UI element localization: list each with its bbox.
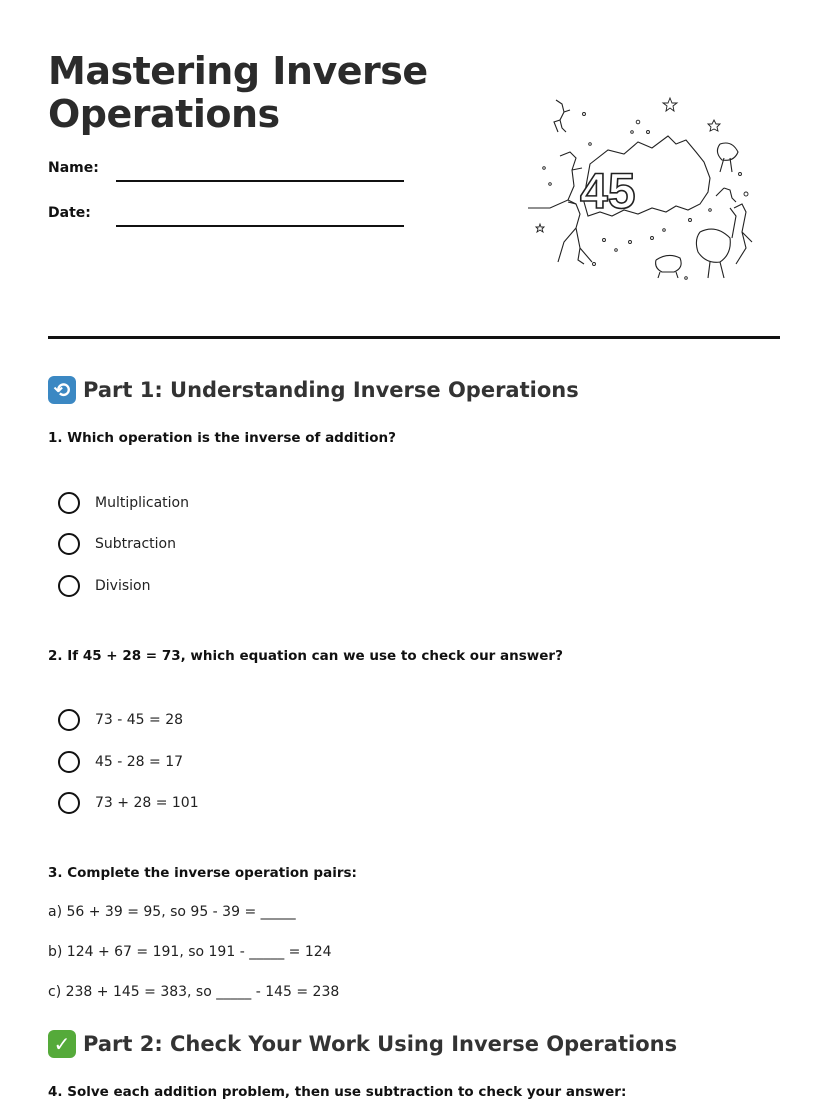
option-label: Division [95, 578, 151, 594]
check-mark-icon: ✓ [48, 1030, 76, 1058]
question-2: 2. If 45 + 28 = 73, which equation can we use to check our answer? [48, 648, 563, 664]
option-label: Subtraction [95, 536, 176, 552]
radio-button[interactable] [58, 533, 80, 555]
radio-button[interactable] [58, 575, 80, 597]
radio-button[interactable] [58, 792, 80, 814]
option-label: 73 + 28 = 101 [95, 795, 199, 811]
date-field-row [48, 205, 404, 221]
option-label: Multiplication [95, 495, 189, 511]
q1-option-3[interactable] [58, 575, 150, 597]
worksheet-title: Mastering Inverse Operations [48, 49, 428, 136]
radio-button[interactable] [58, 709, 80, 731]
australia-animals-illustration [520, 92, 760, 286]
kangaroo-outline [554, 100, 570, 132]
inverse-pair-a: a) 56 + 39 = 95, so 95 - 39 = _____ [48, 904, 296, 920]
option-label: 45 - 28 = 17 [95, 754, 184, 770]
name-field-row [48, 160, 404, 176]
inverse-pair-b: b) 124 + 67 = 191, so 191 - _____ = 124 [48, 944, 332, 960]
echidna-outline [656, 255, 682, 278]
part2-title: Part 2: Check Your Work Using Inverse Operations [83, 1032, 678, 1056]
name-input-line[interactable] [116, 180, 404, 182]
repeat-icon: ⟲ [48, 376, 76, 404]
header-divider [48, 336, 780, 339]
part2-heading [48, 1030, 677, 1058]
q2-option-2[interactable] [58, 751, 183, 773]
q1-option-1[interactable] [58, 492, 189, 514]
inverse-pair-c: c) 238 + 145 = 383, so _____ - 145 = 238 [48, 984, 340, 1000]
q1-option-2[interactable] [58, 533, 176, 555]
question-1: 1. Which operation is the inverse of addition? [48, 430, 396, 446]
option-label: 73 - 45 = 28 [95, 712, 184, 728]
part1-heading [48, 376, 579, 404]
radio-button[interactable] [58, 492, 80, 514]
q2-option-3[interactable] [58, 792, 199, 814]
illustration-number: 45 [580, 163, 636, 219]
part1-title: Part 1: Understanding Inverse Operations [83, 378, 579, 402]
radio-button[interactable] [58, 751, 80, 773]
date-input-line[interactable] [116, 225, 404, 227]
question-4: 4. Solve each addition problem, then use subtraction to check your answer: [48, 1084, 627, 1100]
name-label: Name: [48, 160, 99, 176]
date-label: Date: [48, 205, 91, 221]
question-3: 3. Complete the inverse operation pairs: [48, 865, 357, 881]
q2-option-1[interactable] [58, 709, 183, 731]
